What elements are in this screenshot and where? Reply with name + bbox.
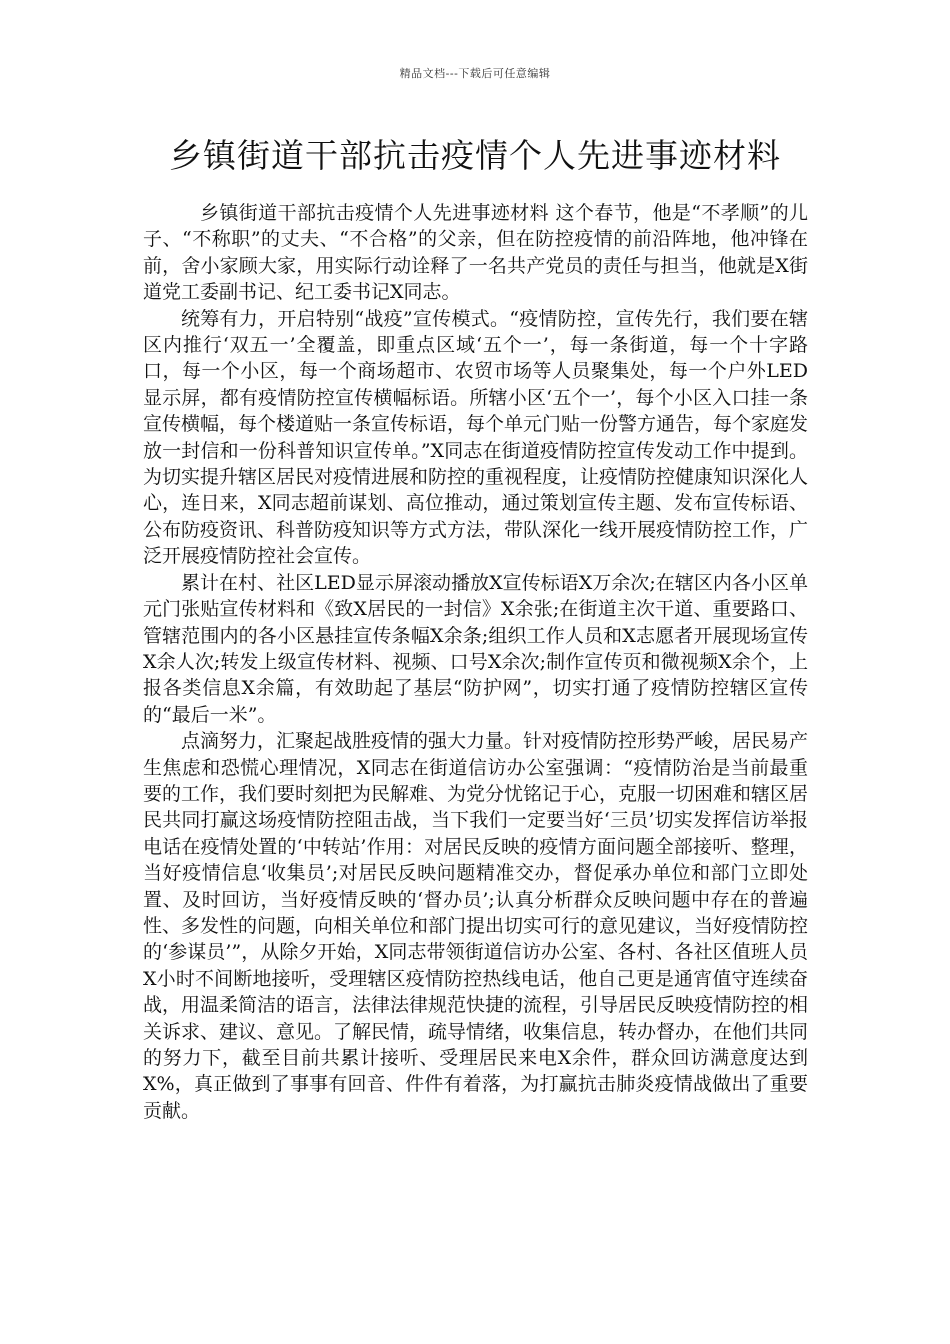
document-body <box>143 200 808 1124</box>
paragraph-statistics: 累计在村、社区LED显示屏滚动播放X宣传标语X万余次;在辖区内各小区单元门张贴宣传材料和《致X居民的一封信》X余张;在街道主次干道、重要路口、管辖范围内的各小区悬挂宣传条幅X余条;组织工作人员和X志愿者开展现场宣传X余人次;转发上级宣传材料、视频、口号X余次;制作宣传页和微视频X余个，上报各类信息X余篇，有效助起了基层“防护网”，切实打通了疫情防控辖区宣传的“最后一米”。 <box>143 571 808 726</box>
paragraph-petition-office: 点滴努力，汇聚起战胜疫情的强大力量。针对疫情防控形势严峻，居民易产生焦虑和恐慌心理情况，X同志在街道信访办公室强调：“疫情防治是当前最重要的工作，我们要时刻把为民解难、为党分忧铭记于心，克服一切困难和辖区居民共同打赢这场疫情防控阻击战，当下我们一定要当好‘三员’切实发挥信访举报电话在疫情处置的‘中转站’作用：对居民反映的疫情方面问题全部接听、整理，当好疫情信息‘收集员’;对居民反映问题精准交办，督促承办单位和部门立即处置、及时回访，当好疫情反映的‘督办员’;认真分析群众反映问题中存在的普遍性、多发性的问题，向相关单位和部门提出切实可行的意见建议，当好疫情防控的‘参谋员’”，从除夕开始，X同志带领街道信访办公室、各村、各社区值班人员X小时不间断地接听，受理辖区疫情防控热线电话，他自己更是通宵值守连续奋战，用温柔简洁的语言，法律法律规范快捷的流程，引导居民反映疫情防控的相关诉求、建议、意见。了解民情，疏导情绪，收集信息，转办督办，在他们共同的努力下，截至目前共累计接听、受理居民来电X余件，群众回访满意度达到X%，真正做到了事事有回音、件件有着落，为打赢抗击肺炎疫情战做出了重要贡献。 <box>143 730 809 1122</box>
page-header-note: 精品文档---下载后可任意编辑 <box>399 67 551 80</box>
document-title: 乡镇街道干部抗击疫情个人先进事迹材料 <box>169 136 781 175</box>
paragraph-intro: 乡镇街道干部抗击疫情个人先进事迹材料 这个春节，他是“不孝顺”的儿子、“不称职”的丈夫、“不合格”的父亲，但在防控疫情的前沿阵地，他冲锋在前，舍小家顾大家，用实际行动诠释了一名共产党员的责任与担当，他就是X街道党工委副书记、纪工委书记X同志。 <box>143 202 808 304</box>
paragraph-publicity: 统筹有力，开启特别“战疫”宣传模式。“疫情防控，宣传先行，我们要在辖区内推行‘双五一’全覆盖，即重点区域‘五个一’，每一条街道，每一个十字路口，每一个小区，每一个商场超市、农贸市场等人员聚集处，每一个户外LED显示屏，都有疫情防控宣传横幅标语。所辖小区‘五个一’，每个小区入口挂一条宣传横幅，每个楼道贴一条宣传标语，每个单元门贴一份警方通告，每个家庭发放一封信和一份科普知识宣传单。”X同志在街道疫情防控宣传发动工作中提到。为切实提升辖区居民对疫情进展和防控的重视程度，让疫情防控健康知识深化人心，连日来，X同志超前谋划、高位推动，通过策划宣传主题、发布宣传标语、公布防疫资讯、科普防疫知识等方式方法，带队深化一线开展疫情防控工作，广泛开展疫情防控社会宣传。 <box>143 307 809 568</box>
